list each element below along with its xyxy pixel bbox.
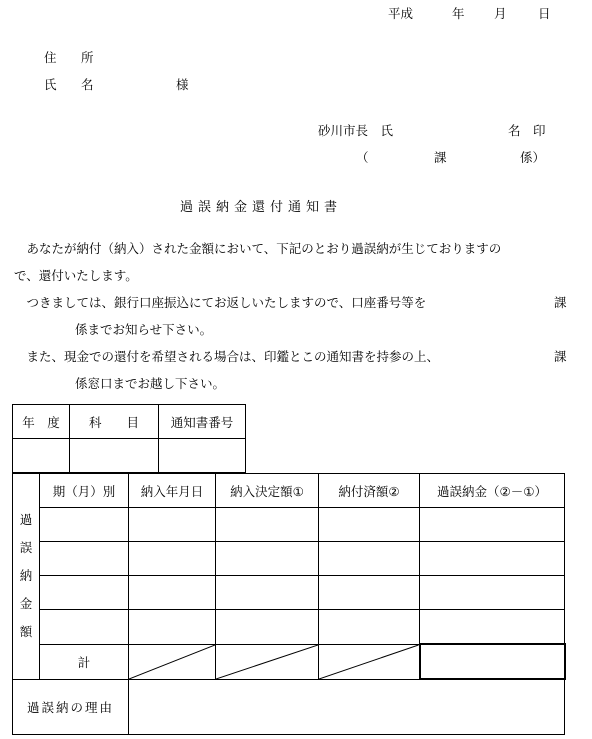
total-cell-void [129, 644, 216, 679]
paragraph-1-line-2: で、還付いたします。 [14, 268, 138, 283]
total-cell-void [216, 644, 319, 679]
side-label-char: 納 [19, 568, 33, 584]
total-label: 計 [40, 644, 129, 679]
side-label-char: 過 [19, 512, 33, 528]
total-overpayment-cell [420, 644, 565, 679]
year-cell [13, 439, 70, 473]
notice-number-header: 通知書番号 [159, 405, 246, 439]
reason-cell [129, 679, 565, 734]
table-row [13, 576, 565, 610]
total-row [13, 644, 565, 679]
paragraph-2-line-2: 係までお知らせ下さい。 [75, 322, 213, 337]
dept-open: （ [356, 150, 369, 165]
date-month: 月 [494, 6, 507, 21]
side-label-char: 額 [19, 624, 33, 640]
dept-ka: 課 [434, 150, 447, 165]
table-row [13, 610, 565, 645]
reason-row [13, 679, 565, 734]
table-row [13, 542, 565, 576]
address-label: 住 所 [44, 50, 100, 65]
document-title: 過誤納金還付通知書 [180, 200, 343, 215]
table-row [13, 508, 565, 542]
period-header: 期（月）別 [40, 474, 129, 508]
side-label-char: 金 [19, 596, 33, 612]
paid-amount-header: 納付済額② [319, 474, 420, 508]
date-year: 年 [452, 6, 465, 21]
reason-label: 過誤納の理由 [13, 679, 129, 734]
fiscal-info-table [12, 404, 246, 473]
total-cell-void [319, 644, 420, 679]
honorific: 様 [176, 77, 189, 92]
subject-cell [70, 439, 159, 473]
paragraph-3-line-1: また、現金での還付を希望される場合は、印鑑とこの通知書を持参の上、 [14, 349, 440, 364]
seal-label: 名 印 [508, 123, 546, 138]
date-era: 平成 [388, 6, 414, 21]
side-label-char: 誤 [19, 540, 33, 556]
paragraph-2-ka: 課 [554, 295, 567, 310]
paragraph-3-ka: 課 [554, 349, 567, 364]
overpayment-side-label [13, 474, 40, 680]
dept-kakari: 係） [520, 150, 546, 165]
year-header: 年 度 [13, 405, 70, 439]
sender-title: 砂川市長 氏 [318, 123, 394, 138]
paragraph-2-line-1: つきましては、銀行口座振込にてお返しいたしますので、口座番号等を [14, 295, 427, 310]
overpayment-table [12, 473, 566, 735]
overpayment-header: 過誤納金（②－①） [420, 474, 565, 508]
payment-date-header: 納入年月日 [129, 474, 216, 508]
date-day: 日 [538, 6, 551, 21]
paragraph-1-line-1: あなたが納付（納入）された金額において、下記のとおり過誤納が生じておりますの [14, 241, 502, 256]
subject-header: 科 目 [70, 405, 159, 439]
notice-number-cell [159, 439, 246, 473]
name-label: 氏 名 [44, 77, 100, 92]
determined-amount-header: 納入決定額① [216, 474, 319, 508]
paragraph-3-line-2: 係窓口までお越し下さい。 [75, 376, 226, 391]
